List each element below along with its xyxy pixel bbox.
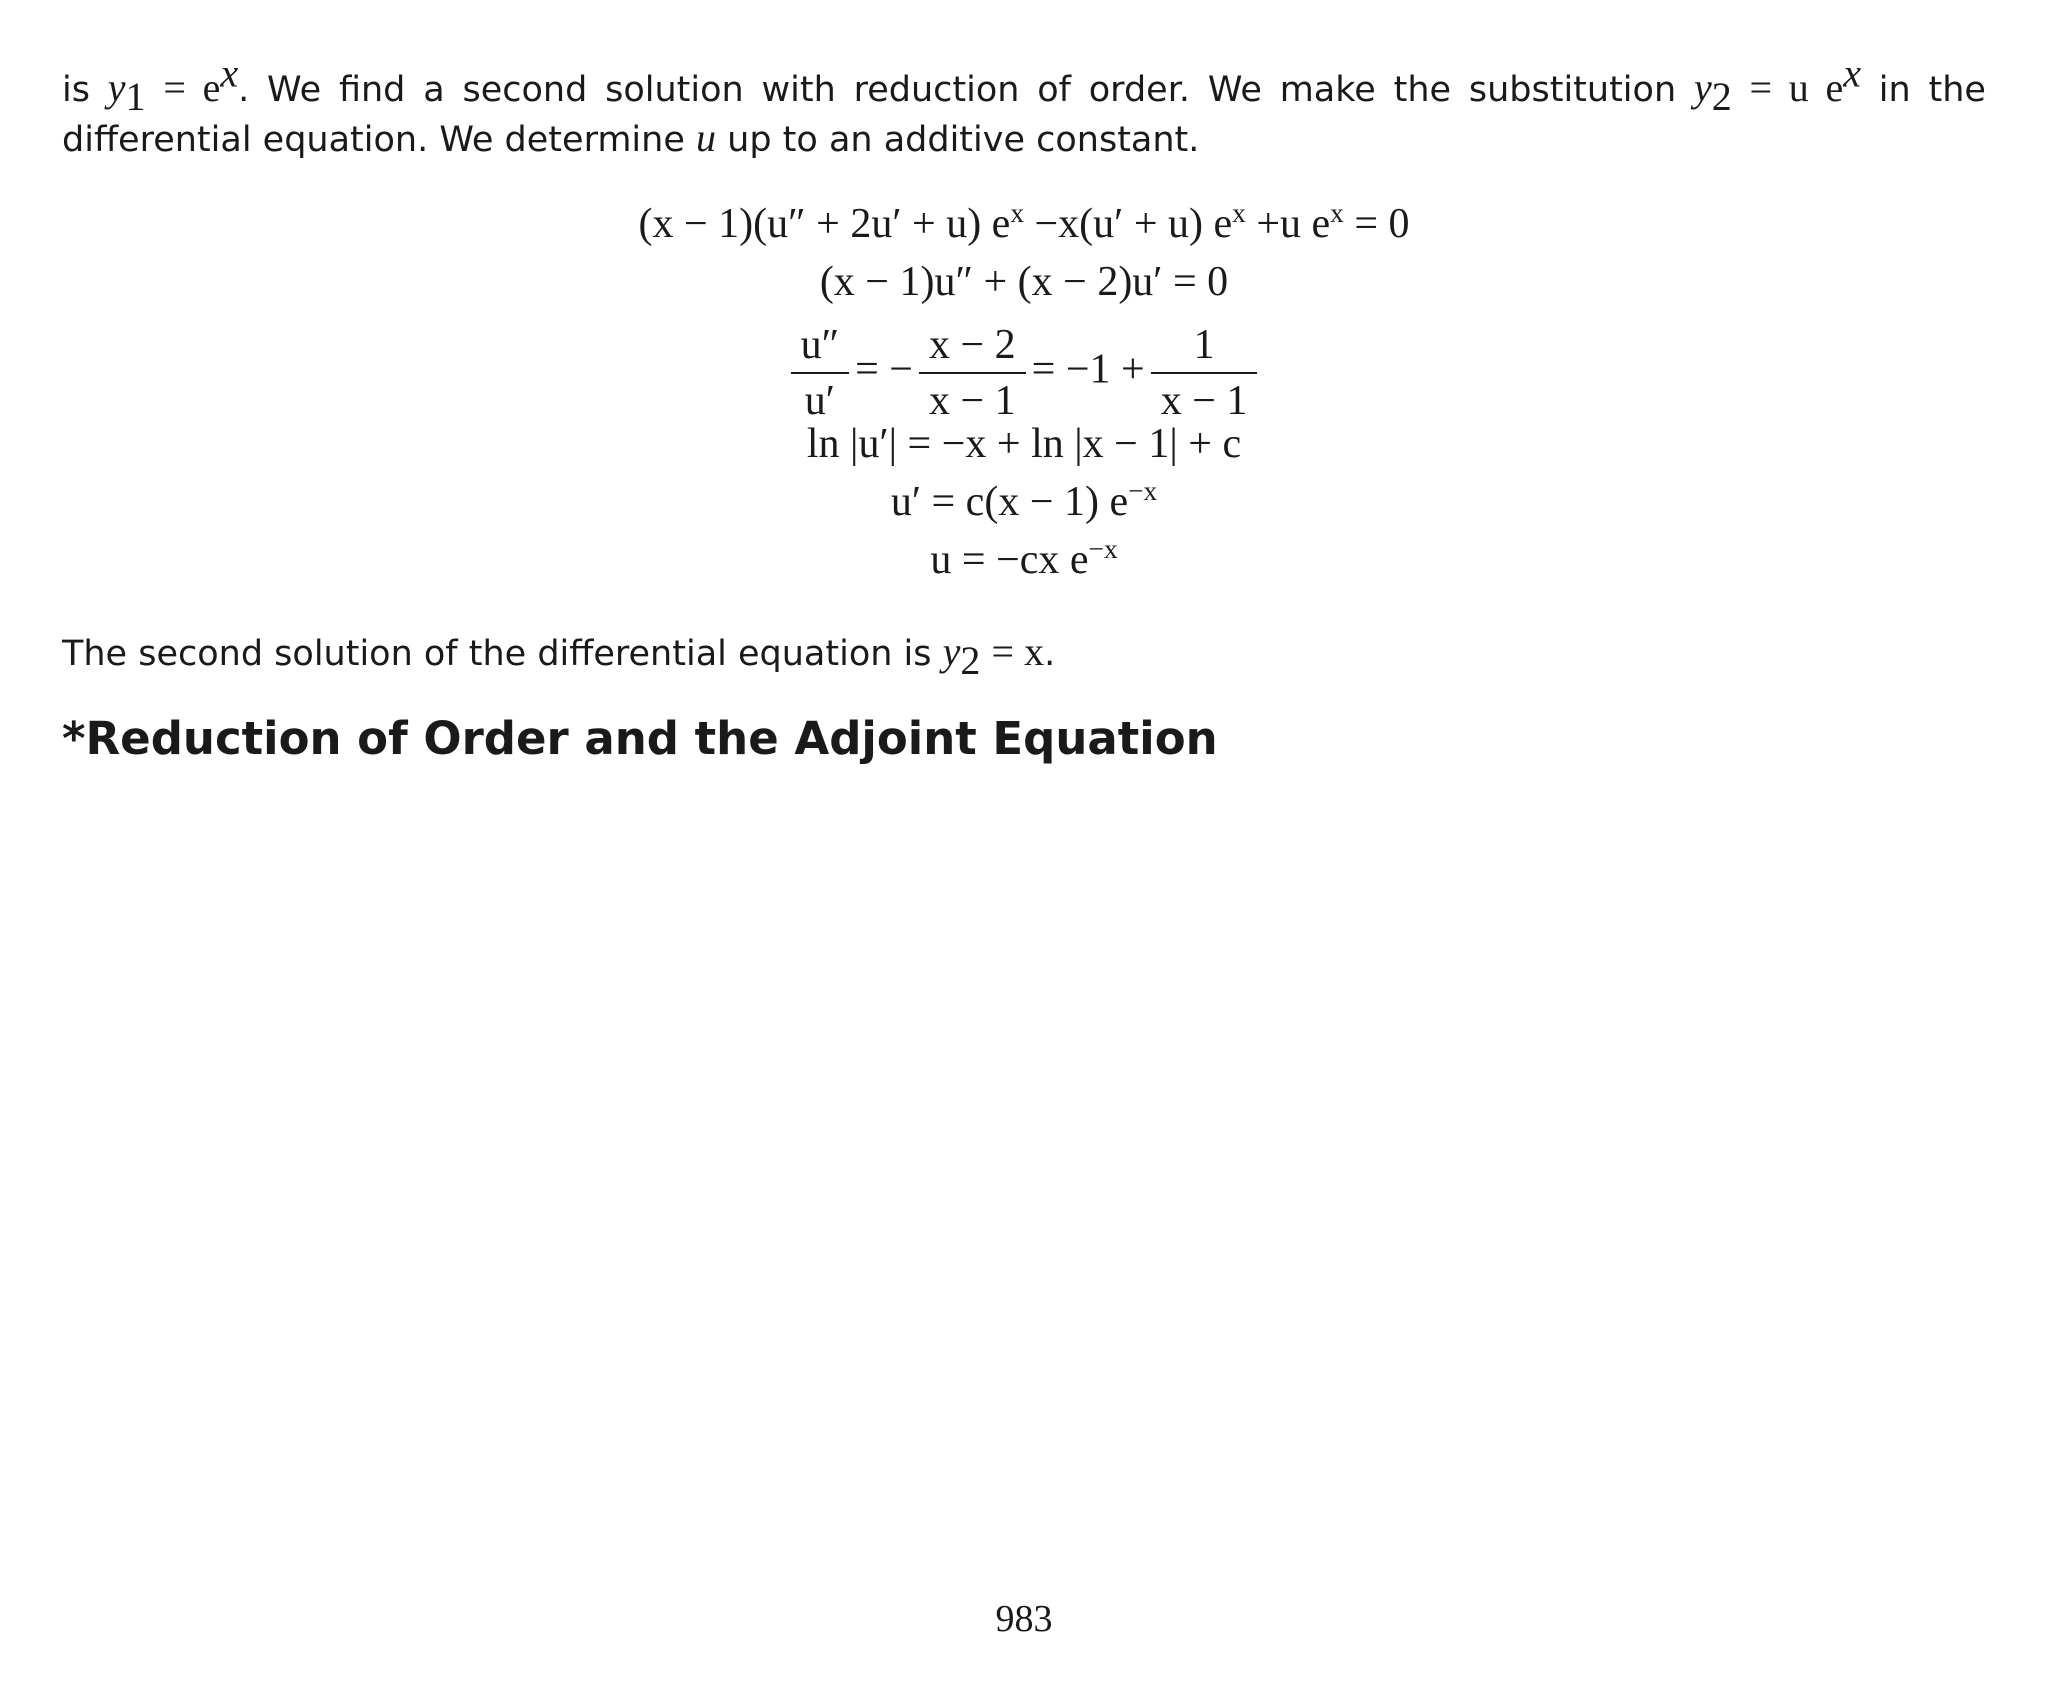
intro-paragraph [62, 50, 1986, 164]
text: is [62, 70, 90, 110]
section-heading: *Reduction of Order and the Adjoint Equation [62, 712, 1218, 765]
fraction: $\frac{1}{x - 1}$ [1151, 318, 1258, 428]
text: . We find a second solution with reduction of order. We make the substitution [238, 70, 1677, 110]
equation-line-2: (x − 1)u″ + (x − 2)u′ = 0 [819, 259, 1229, 305]
math-u: u [696, 115, 717, 160]
text: in the differential equation. We determine [62, 70, 1986, 160]
math-eq: = x [991, 629, 1045, 674]
equation-line-5: u′ = c(x − 1) $e^{-x}$ [890, 476, 1158, 525]
equation-line-4: ln |u′| = −x + ln |x − 1| + c [806, 421, 1242, 467]
equation-line-1: (x − 1)(u″ + 2u′ + u) $e^x -x(u' + u)$ $e^x +u$ $e^x = 0$ [638, 198, 1410, 247]
math-eq1: = $e^x$ [163, 50, 239, 110]
text: up to an additive constant. [727, 120, 1200, 160]
conclusion-paragraph [62, 628, 1986, 683]
equation-line-3: $\frac{u''}{u'}$ = − $\frac{x - 2}{x - 1}$ = −1 + $\frac{1}{x - 1}$ [0, 318, 2048, 428]
equation-line-6: u = −cx $e^{-x}$ [930, 534, 1118, 583]
math-y2: $y_2$ [942, 629, 981, 683]
math-y1: $y_1$ [107, 65, 146, 119]
fraction: $\frac{u''}{u'}$ [791, 318, 850, 428]
text: . [1044, 634, 1056, 674]
math-eq2: = u $e^x$ [1749, 50, 1861, 110]
page-number: 983 [995, 1598, 1053, 1640]
text: The second solution of the differential equation is [62, 634, 932, 674]
fraction: $\frac{x - 2}{x - 1}$ [919, 318, 1026, 428]
math-y2: $y_2$ [1693, 65, 1732, 119]
